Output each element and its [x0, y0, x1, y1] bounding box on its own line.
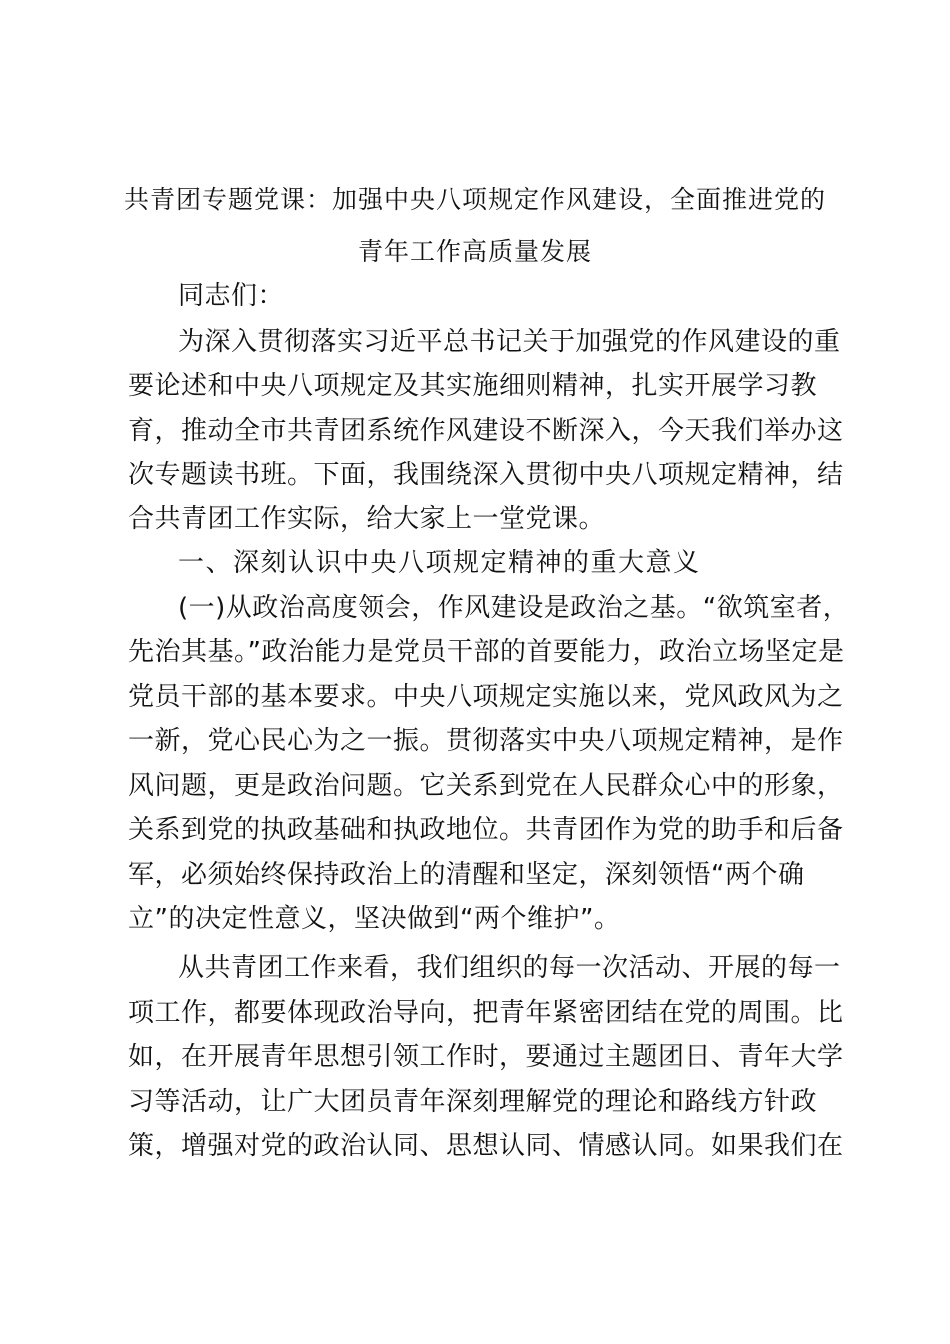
paragraph-line: 策，增强对党的政治认同、思想认同、情感认同。如果我们在 — [128, 1131, 844, 1161]
paragraph-line: 如，在开展青年思想引领工作时，要通过主题团日、青年大学 — [128, 1042, 844, 1072]
salutation: 同志们： — [178, 281, 285, 311]
paragraph-line: 党员干部的基本要求。中央八项规定实施以来，党风政风为之 — [128, 682, 844, 712]
paragraph-line: 立”的决定性意义，坚决做到“两个维护”。 — [128, 904, 621, 934]
paragraph-line: 从共青团工作来看，我们组织的每一次活动、开展的每一 — [178, 953, 841, 983]
paragraph-line: 育，推动全市共青团系统作风建设不断深入，今天我们举办这 — [128, 416, 844, 446]
paragraph-line: 为深入贯彻落实习近平总书记关于加强党的作风建设的重 — [178, 327, 841, 357]
section-heading: 一、深刻认识中央八项规定精神的重大意义 — [178, 548, 701, 578]
paragraph-line: 项工作，都要体现政治导向，把青年紧密团结在党的周围。比 — [128, 998, 844, 1028]
paragraph-line: 军，必须始终保持政治上的清醒和坚定，深刻领悟“两个确 — [128, 860, 805, 890]
paragraph-line: 次专题读书班。下面，我围绕深入贯彻中央八项规定精神，结 — [128, 460, 844, 490]
paragraph-line: 关系到党的执政基础和执政地位。共青团作为党的助手和后备 — [128, 815, 844, 845]
paragraph-line: 合共青团工作实际，给大家上一堂党课。 — [128, 504, 606, 534]
paragraph-line: 先治其基。”政治能力是党员干部的首要能力，政治立场坚定是 — [128, 637, 845, 667]
paragraph-line: 一新，党心民心为之一振。贯彻落实中央八项规定精神，是作 — [128, 726, 844, 756]
document-title-line-2: 青年工作高质量发展 — [357, 237, 592, 266]
paragraph-line: 习等活动，让广大团员青年深刻理解党的理论和路线方针政 — [128, 1087, 818, 1117]
paragraph-line: 风问题，更是政治问题。它关系到党在人民群众心中的形象， — [128, 771, 844, 801]
paragraph-line: 要论述和中央八项规定及其实施细则精神，扎实开展学习教 — [128, 371, 818, 401]
document-title-line-1: 共青团专题党课：加强中央八项规定作风建设，全面推进党的 — [123, 185, 826, 214]
paragraph-line: (一)从政治高度领会，作风建设是政治之基。“欲筑室者， — [178, 593, 850, 623]
